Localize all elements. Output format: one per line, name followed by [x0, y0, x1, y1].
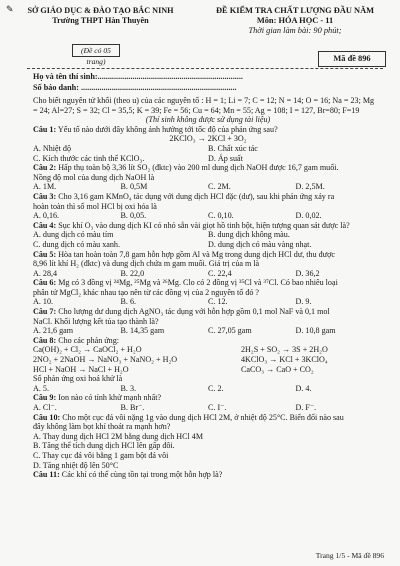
dept-name: SỞ GIÁO DỤC & ĐÀO TẠO BẮC NINH — [27, 6, 174, 15]
text: Câu 4: — [33, 220, 57, 230]
exam-body — [33, 96, 383, 480]
option: B. Tăng thể tích dung dịch HCl lên gấp đôi. — [33, 441, 175, 451]
text: Câu 1: — [33, 124, 57, 134]
text: B. 6. — [120, 297, 137, 307]
text: B. 0,5M — [120, 182, 148, 192]
text: CaCO₃ → CaO + CO₂ — [241, 364, 314, 374]
text: D. Áp suất — [208, 153, 243, 163]
text: D. 2,5M. — [295, 182, 325, 192]
options — [33, 326, 383, 336]
question — [33, 125, 383, 135]
intro-line: Cho biết nguyên tử khối (theo u) của các nguyên tố : H = 1; Li = 7; C = 12; N = 14; O = 16; Na = 23; Mg — [33, 96, 375, 105]
text: A. 28,4 — [33, 268, 58, 278]
question — [33, 221, 383, 231]
text: 2NO₂ + 2NaOH → NaNO₃ + NaNO₂ + H₂O — [33, 355, 178, 365]
sbd-field: Số báo danh: ............................................................................ — [33, 83, 237, 92]
text: A. 0,16. — [33, 211, 60, 221]
text: Câu 11: — [33, 470, 60, 480]
pages-note: (Đề có 05 trang) — [72, 44, 120, 57]
text: Câu 2: — [33, 163, 57, 173]
text: C. 22,4 — [208, 268, 232, 278]
text: A. Nhiệt độ — [33, 143, 71, 153]
option: A. Thay dung dịch HCl 2M bằng dung dịch HCl 4M — [33, 431, 204, 441]
question-cont: đây không làm bọt khí thoát ra mạnh hơn? — [33, 422, 171, 432]
question-cont: hoàn toàn thì số mol HCl bị oxi hóa là — [33, 201, 157, 211]
options — [33, 144, 383, 154]
text: C. dung dịch có màu xanh. — [33, 239, 120, 249]
reaction-row — [33, 365, 383, 375]
text: Yếu tố nào dưới đây không ảnh hưởng tới tốc độ của phản ứng sau? — [57, 124, 278, 134]
question — [33, 307, 383, 317]
text: A. 10. — [33, 297, 54, 307]
text: B. Chất xúc tác — [208, 143, 258, 153]
question — [33, 393, 383, 403]
text: Cho lượng dư dung dịch AgNO₃ tác dụng với hỗn hợp gồm 0,1 mol NaF và 0,1 mol — [58, 307, 330, 317]
question — [33, 470, 383, 480]
text: C. 27,05 gam — [208, 326, 252, 336]
question — [33, 336, 383, 346]
text: C. 12. — [208, 297, 228, 307]
options — [33, 182, 383, 192]
text: 2H₂S + SO₂ → 3S + 2H₂O — [241, 345, 328, 355]
option: C. Thay cục đá vôi bằng 1 gam bột đá vôi — [33, 450, 169, 460]
text: Sục khí O₃ vào dung dịch KI có nhỏ sẵn vài giọt hồ tinh bột, hiện tượng quan sát được là? — [58, 220, 350, 230]
text: C. Kích thước các tinh thể KClO₃. — [33, 153, 145, 163]
text: C. 2. — [208, 383, 224, 393]
question-cont: Nồng độ mol của dung dịch NaOH là — [33, 172, 155, 182]
text: HCl + NaOH → NaCl + H₂O — [33, 364, 129, 374]
text: Câu 5: — [33, 249, 57, 259]
reaction-row — [33, 355, 383, 365]
text: D. 0,02. — [295, 211, 322, 221]
question — [33, 278, 383, 288]
equation: 2KClO₃ → 2KCl + 3O₂ — [169, 134, 247, 144]
options — [33, 211, 383, 221]
text: Các khí có thể cùng tồn tại trong một hỗn hợp là? — [61, 470, 223, 480]
text: Ca(OH)₂ + Cl₂ → CaOCl₂ + H₂O — [33, 345, 142, 355]
text: B. dung dịch không màu. — [208, 230, 290, 240]
text: 4KClO₃ → KCl + 3KClO₄ — [241, 355, 328, 365]
pen-mark-icon: ✎ — [6, 4, 14, 14]
name-field: Họ và tên thí sinh:....................................................................... — [33, 72, 243, 81]
text: A. Cl⁻. — [33, 403, 57, 412]
options — [33, 230, 383, 240]
text: B. 22,0 — [120, 268, 145, 278]
question — [33, 413, 383, 423]
text: Câu 3: — [33, 191, 57, 201]
text: D. 9. — [295, 297, 312, 307]
text: Cho 3,16 gam KMnO₄ tác dụng với dung dịch HCl đặc (dư), sau khi phản ứng xảy ra — [58, 191, 335, 201]
options — [33, 240, 383, 250]
options — [33, 384, 383, 394]
text: B. 3. — [120, 383, 137, 393]
question — [33, 163, 383, 173]
exam-title: ĐỀ KIỂM TRA CHẤT LƯỢNG ĐẦU NĂM — [215, 6, 375, 15]
intro-note: (Thí sinh không được sử dụng tài liệu) — [145, 115, 271, 125]
intro-line: = 24; Al=27; S = 32; Cl = 35,5; K = 39; Fe = 56; Cu = 64; Mn = 55; Ag = 108; I = 127, Br=80; F=19 — [33, 105, 360, 115]
question-cont: Số phản ứng oxi hoá khử là — [33, 374, 123, 384]
text: Cho các phản ứng: — [58, 335, 120, 345]
text: Hấp thụ toàn bộ 3,36 lít SO₂ (đktc) vào 200 ml dung dịch NaOH được 16,7 gam muối. — [58, 163, 339, 173]
text: Hòa tan hoàn toàn 7,8 gam hỗn hợp gồm Al và Mg trong dung dịch HCl dư, thu được — [58, 249, 335, 259]
text: Câu 6: — [33, 278, 57, 288]
text: B. Br⁻. — [120, 403, 145, 412]
text: C. I⁻. — [208, 403, 227, 412]
text: Câu 9: — [33, 393, 57, 403]
question — [33, 250, 383, 260]
header-left — [18, 6, 183, 26]
text: Mg có 3 đồng vị ²⁴Mg, ²⁵Mg và ²⁶Mg. Clo có 2 đồng vị ³⁵Cl và ³⁷Cl. Có bao nhiêu loại — [58, 278, 338, 288]
page-footer: Trang 1/5 - Mã đề 896 — [315, 551, 384, 560]
text: Cho một cục đá vôi nặng 1g vào dung dịch HCl 2M, ở nhiệt độ 25°C. Biến đổi nào sau — [62, 412, 344, 422]
options — [33, 403, 383, 413]
divider — [27, 68, 383, 69]
header-right — [200, 6, 390, 36]
question-cont: NaCl. Khối lượng kết tủa tạo thành là? — [33, 316, 159, 326]
options — [33, 154, 383, 164]
exam-code-box: Mã đề 896 — [318, 51, 386, 67]
text: Câu 7: — [33, 307, 57, 317]
text: C. 0,10. — [208, 211, 234, 221]
options — [33, 297, 383, 307]
text: D. 10,8 gam — [295, 326, 336, 336]
text: C. 2M. — [208, 182, 231, 192]
option: D. Tăng nhiệt độ lên 50°C — [33, 460, 119, 470]
question — [33, 192, 383, 202]
text: A. 21,6 gam — [33, 326, 74, 336]
question-cont: 8,96 lít khí H₂ (đktc) và dung dịch chứa m gam muối. Giá trị của m là — [33, 259, 260, 269]
subject: Môn: HÓA HỌC - 11 — [256, 16, 334, 25]
text: Câu 8: — [33, 335, 57, 345]
text: B. 0,05. — [120, 211, 147, 221]
text: D. 4. — [295, 383, 312, 393]
options — [33, 269, 383, 279]
text: A. 5. — [33, 383, 49, 393]
question-cont: phân tử MgCl₂ khác nhau tạo nên từ các đồng vị của 2 nguyên tố đó ? — [33, 287, 260, 297]
text: D. 36,2 — [295, 268, 320, 278]
school-name: Trường THPT Hàn Thuyên — [52, 16, 149, 25]
text: A. 1M. — [33, 182, 57, 192]
time-limit: Thời gian làm bài: 90 phút; — [248, 26, 342, 35]
text: Câu 10: — [33, 412, 61, 422]
reaction-row — [33, 345, 383, 355]
text: B. 14,35 gam — [120, 326, 165, 336]
text: Ion nào có tính khử mạnh nhất? — [58, 393, 162, 403]
text: D. dung dịch có màu vàng nhạt. — [208, 239, 312, 249]
text: A. dung dịch có màu tím — [33, 230, 114, 240]
text: D. F⁻. — [295, 403, 317, 412]
